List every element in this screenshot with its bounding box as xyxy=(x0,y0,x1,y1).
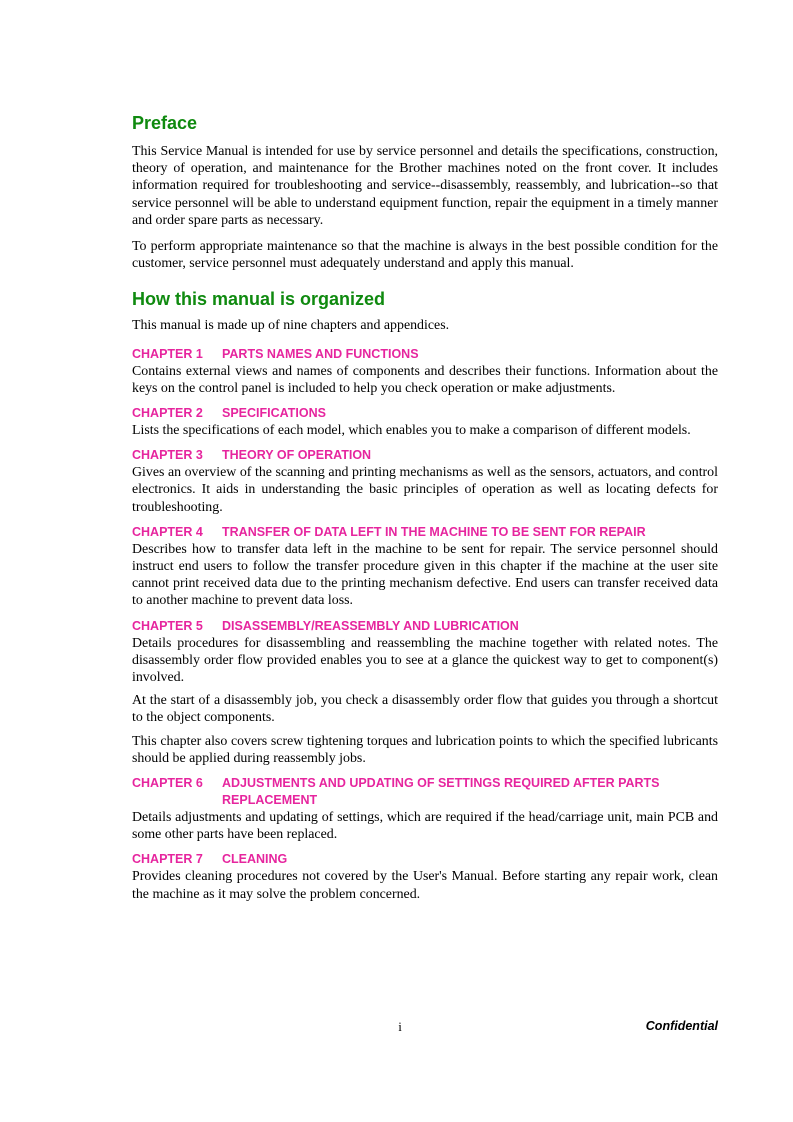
chapter-heading xyxy=(132,405,718,422)
chapter-number: CHAPTER 2 xyxy=(132,406,203,421)
chapter-heading xyxy=(132,618,718,635)
chapter-title: TRANSFER OF DATA LEFT IN THE MACHINE TO BE SENT FOR REPAIR xyxy=(222,524,646,539)
chapter-title: SPECIFICATIONS xyxy=(222,406,326,421)
chapter-number: CHAPTER 1 xyxy=(132,346,203,361)
chapter-7 xyxy=(132,851,718,902)
chapter-title: ADJUSTMENTS AND UPDATING OF SETTINGS REQUIRED AFTER PARTS REPLACEMENT xyxy=(222,776,660,808)
chapter-description: Gives an overview of the scanning and printing mechanisms as well as the sensors, actuators, and control electronics. It aids in understanding the basic principles of operation as well as locating defects for troubleshooting. xyxy=(132,465,718,515)
confidential-label: Confidential xyxy=(645,1019,718,1033)
chapter-heading xyxy=(132,851,718,868)
organization-title: How this manual is organized xyxy=(132,289,386,310)
chapter-2 xyxy=(132,405,718,439)
chapter-description: Provides cleaning procedures not covered by the User's Manual. Before starting any repair work, clean the machine as it may solve the problem concerned. xyxy=(132,869,718,902)
chapter-description: Details procedures for disassembling and reassembling the machine together with related notes. The disassembly order flow provided enables you to see at a glance the quickest way to get to component(s) involved. xyxy=(132,635,718,686)
chapter-number: CHAPTER 3 xyxy=(132,448,203,463)
chapter-number: CHAPTER 4 xyxy=(132,524,203,539)
chapter-description: At the start of a disassembly job, you check a disassembly order flow that guides you through a shortcut to the object components. xyxy=(132,693,718,726)
chapter-title: PARTS NAMES AND FUNCTIONS xyxy=(222,346,419,361)
chapter-description: Describes how to transfer data left in the machine to be sent for repair. The service personnel should instruct end users to follow the transfer procedure given in this chapter if the machine at the user site cannot print received data due to the printing mechanism defective. End users can transfer received data to another machine to prevent data loss. xyxy=(132,541,718,609)
chapter-5 xyxy=(132,618,718,767)
organization-intro: This manual is made up of nine chapters and appendices. xyxy=(132,318,450,334)
chapter-heading xyxy=(132,447,718,464)
preface-paragraph-1: This Service Manual is intended for use by service personnel and details the specifications, construction, theory of operation, and maintenance for the Brother machines noted on the front cover. It includes information required for troubleshooting and service--disassembly, reassembly, and lubrication--so that service personnel will be able to understand equipment function, repair the equipment in a timely manner and order spare parts as necessary. xyxy=(132,144,718,228)
preface-title: Preface xyxy=(132,113,198,133)
chapter-number: CHAPTER 5 xyxy=(132,618,203,633)
chapter-heading xyxy=(132,346,718,363)
chapter-title: THEORY OF OPERATION xyxy=(222,448,372,463)
chapter-heading xyxy=(132,775,718,809)
page-body xyxy=(132,113,718,903)
chapter-1 xyxy=(132,346,718,397)
page-number: i xyxy=(398,1019,402,1034)
chapter-description: This chapter also covers screw tightening torques and lubrication points to which the specified lubricants should be applied during reassembly jobs. xyxy=(132,733,718,766)
chapter-number: CHAPTER 7 xyxy=(132,852,203,867)
page-footer xyxy=(132,1019,718,1037)
chapter-title: CLEANING xyxy=(222,852,288,867)
chapter-description: Lists the specifications of each model, which enables you to make a comparison of different models. xyxy=(132,423,691,439)
chapter-4 xyxy=(132,524,718,610)
chapter-number: CHAPTER 6 xyxy=(132,776,203,791)
chapter-description: Details adjustments and updating of settings, which are required if the head/carriage unit, main PCB and some other parts have been replaced. xyxy=(132,810,718,843)
chapter-title: DISASSEMBLY/REASSEMBLY AND LUBRICATION xyxy=(222,618,519,633)
chapter-heading xyxy=(132,524,718,541)
preface-paragraph-2: To perform appropriate maintenance so that the machine is always in the best possible condition for the customer, service personnel must adequately understand and apply this manual. xyxy=(132,239,718,272)
chapter-3 xyxy=(132,447,718,516)
chapter-6 xyxy=(132,775,718,843)
chapter-description: Contains external views and names of components and describes their functions. Information about the keys on the control panel is included to help you check operation or make adjustments. xyxy=(132,363,718,396)
